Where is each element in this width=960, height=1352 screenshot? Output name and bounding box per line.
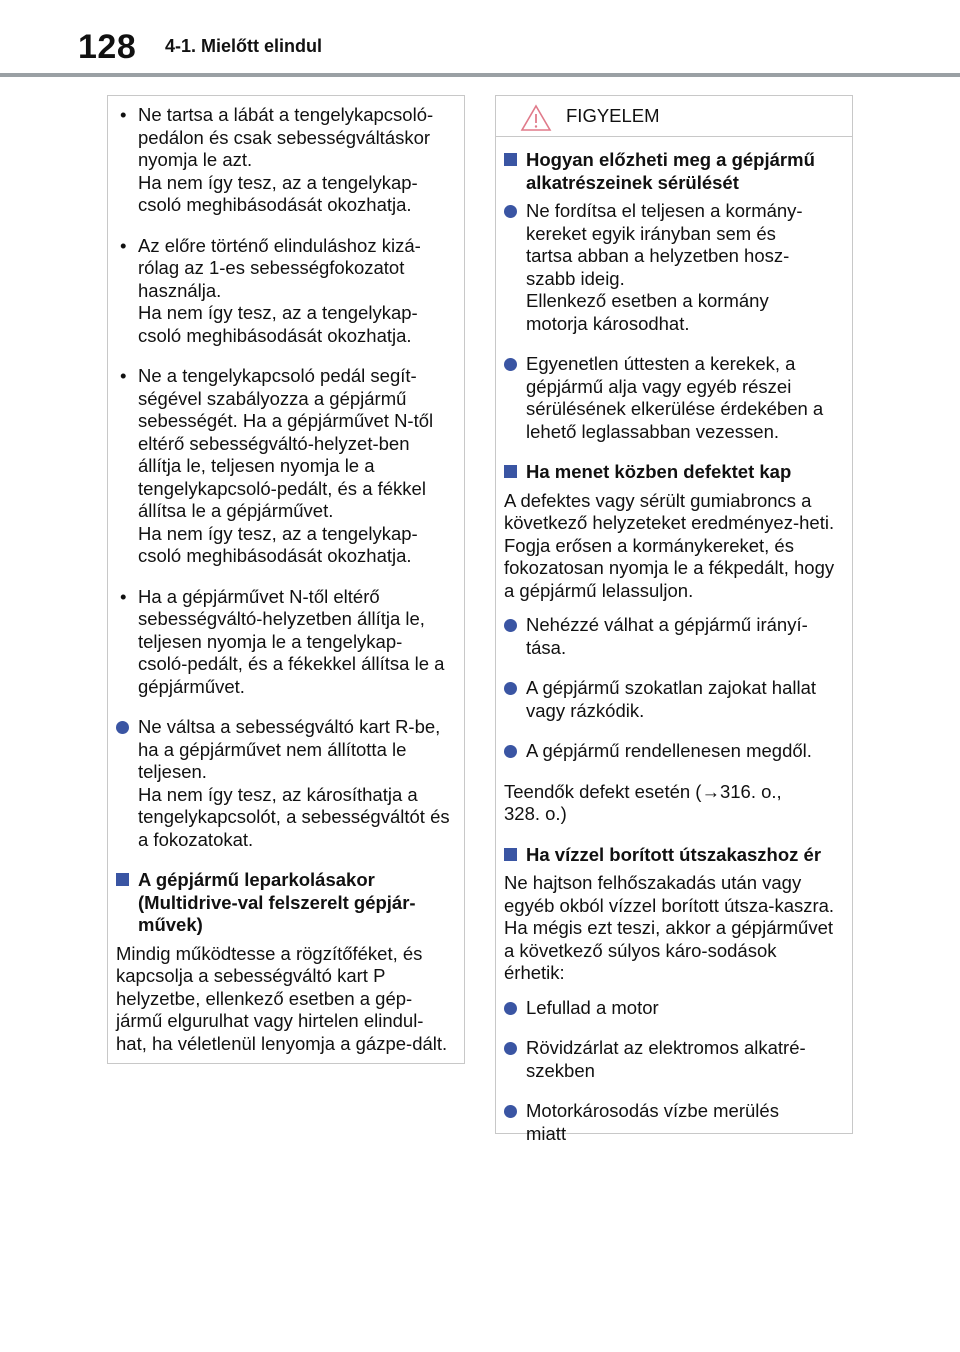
item-note: Ha nem így tesz, az a tengelykap-csoló meghibásodását okozhatja.: [138, 522, 418, 566]
square-bullet-icon: [504, 465, 517, 478]
list-item: [504, 677, 838, 722]
heading-text: A gépjármű leparkolásakor (Multidrive-val felszerelt gépjár-művek): [138, 869, 416, 935]
circle-bullet-icon: [504, 1002, 517, 1015]
heading-text: Ha menet közben defektet kap: [526, 461, 792, 482]
subsection-heading: [504, 844, 838, 867]
circle-bullet-icon: [504, 205, 517, 218]
item-text: Motorkárosodás vízbe merülés miatt: [526, 1100, 779, 1144]
paragraph: Mindig működtesse a rögzítőféket, és kapcsolja a sebességváltó kart P helyzetbe, ellenkező esetben a gép-jármű elgurulhat vagy hirtelen elindul-hat, ha véletlenül lenyomja a gázpe-dált.: [116, 942, 448, 1054]
caution-header: [496, 96, 852, 137]
list-item: [504, 614, 838, 659]
list-item: [116, 716, 450, 851]
bullet-dot: •: [120, 365, 127, 386]
item-text: Ne tartsa a lábát a tengelykapcsoló-pedálon és csak sebességváltáskor nyomja le azt.: [138, 104, 434, 170]
bullet-dot: •: [120, 104, 127, 125]
header-rule: [0, 73, 960, 77]
item-text: Egyenetlen úttesten a kerekek, a gépjármű alja vagy egyéb részei sérülésének elkerülése érdekében a lehető leglassabban vezessen.: [526, 353, 824, 442]
circle-bullet-icon: [504, 1105, 517, 1118]
item-note: Ha nem így tesz, az a tengelykap-csoló meghibásodását okozhatja.: [138, 171, 418, 215]
square-bullet-icon: [116, 873, 129, 886]
subsection-heading: [116, 869, 450, 937]
item-text: A gépjármű szokatlan zajokat hallat vagy rázkódik.: [526, 677, 817, 721]
subsection-heading: [504, 149, 838, 194]
list-item: [504, 1037, 838, 1082]
list-item: [504, 997, 838, 1020]
circle-bullet-icon: [504, 682, 517, 695]
page-header: [0, 0, 960, 80]
notice-box-left: [107, 95, 465, 1064]
paragraph: A defektes vagy sérült gumiabroncs a következő helyzeteket eredményez-heti. Fogja erősen a kormánykereket, és fokozatosan nyomja le a fékpedált, hogy a gépjármű lelassuljon.: [504, 489, 835, 601]
square-bullet-icon: [504, 848, 517, 861]
circle-bullet-icon: [504, 619, 517, 632]
item-text: Ha a gépjárművet N-től eltérő sebességváltó-helyzetben állítja le, teljesen nyomja le a tengelykap-csoló-pedált, és a fékekkel állítsa le a gépjárművet.: [138, 585, 445, 697]
circle-bullet-icon: [504, 745, 517, 758]
item-note: Ha nem így tesz, az a tengelykap-csoló meghibásodását okozhatja.: [138, 302, 418, 346]
caution-box: [495, 95, 853, 1144]
circle-bullet-icon: [504, 1042, 517, 1055]
list-item: [116, 235, 450, 348]
item-text: Ne váltsa a sebességváltó kart R-be, ha a gépjárművet nem állította le teljesen.: [138, 716, 441, 782]
list-item: [504, 200, 838, 335]
item-text: Az előre történő elinduláshoz kizá-rólag az 1-es sebességfokozatot használja.: [138, 234, 421, 301]
square-bullet-icon: [504, 153, 517, 166]
item-text: A gépjármű rendellenesen megdől.: [526, 740, 812, 761]
caution-label: FIGYELEM: [566, 105, 660, 126]
list-item: [116, 365, 450, 568]
item-text: Nehézzé válhat a gépjármű irányí-tása.: [526, 614, 808, 658]
reference-text: Teendők defekt esetén (→316. o., 328. o.): [504, 780, 782, 824]
section-title: 4-1. Mielőtt elindul: [165, 36, 323, 56]
list-item: [504, 740, 838, 763]
bullet-dot: •: [120, 234, 127, 256]
item-text: Ne fordítsa el teljesen a kormány-kereket egyik irányban sem és tartsa abban a helyzetben hosz-szabb ideig.: [526, 200, 803, 289]
subsection-heading: [504, 461, 838, 484]
list-item: [504, 1100, 838, 1145]
bullet-dot: •: [120, 585, 127, 607]
heading-text: Ha vízzel borított útszakaszhoz ér: [526, 843, 822, 865]
item-note: Ha nem így tesz, az károsíthatja a tengelykapcsolót, a sebességváltót és a fokozatokat.: [138, 783, 450, 850]
list-item: [116, 586, 450, 699]
item-text: Rövidzárlat az elektromos alkatré-szekben: [526, 1037, 806, 1081]
page-number: 128: [78, 28, 137, 66]
list-item: [504, 353, 838, 443]
warning-triangle-icon: [520, 104, 552, 132]
circle-bullet-icon: [504, 358, 517, 371]
item-text: Ne a tengelykapcsoló pedál segít-ségével szabályozza a gépjármű sebességét. Ha a gépjárművet N-től eltérő sebességváltó-helyzet-ben állítja le, teljesen nyomja le a tengelykapcsoló-pedált, és a fékkel állítsa le a gépjárművet.: [138, 365, 434, 521]
circle-bullet-icon: [116, 721, 129, 734]
item-text: Lefullad a motor: [526, 996, 659, 1018]
heading-text: Hogyan előzheti meg a gépjármű alkatrészeinek sérülését: [526, 149, 815, 193]
paragraph: Ne hajtson felhőszakadás után vagy egyéb okból vízzel borított útsza-kaszra. Ha mégis ezt teszi, akkor a gépjárművet a következő súlyos káro-sodások érhetik:: [504, 872, 835, 983]
item-note: Ellenkező esetben a kormány motorja károsodhat.: [526, 290, 769, 334]
list-item: [116, 104, 450, 217]
